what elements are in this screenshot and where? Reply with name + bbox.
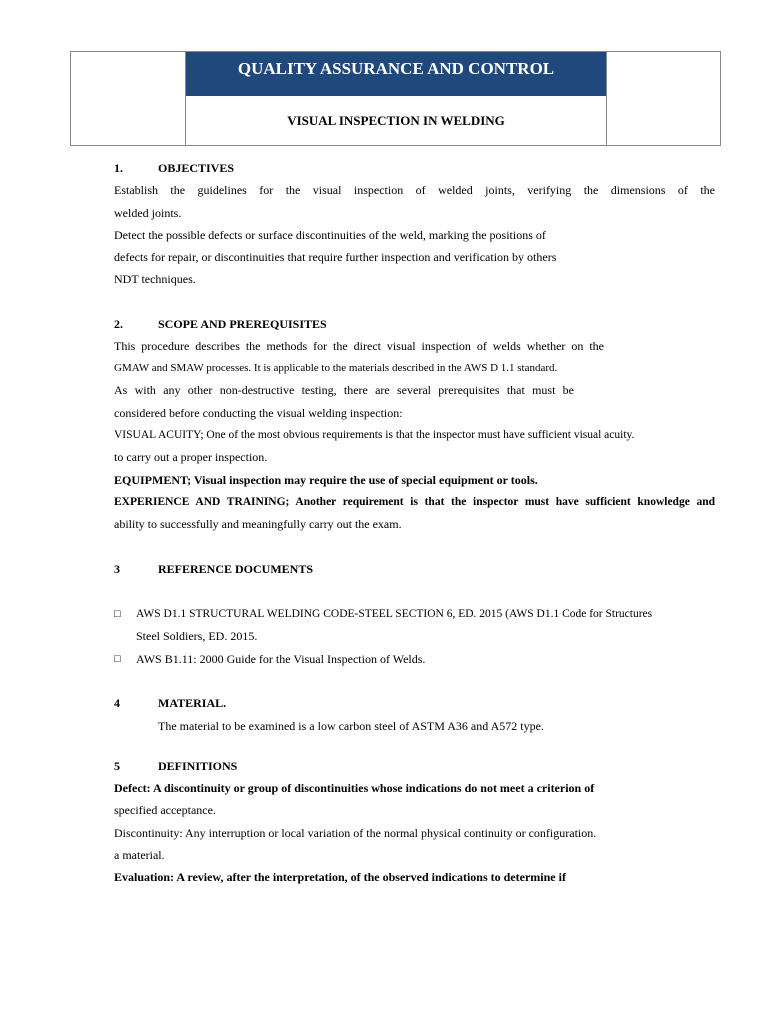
paragraph-line: Establish the guidelines for the visual inspection of welded joints, verifying the dimensions of the [114, 183, 715, 197]
section-3-heading: REFERENCE DOCUMENTS [158, 562, 314, 576]
paragraph-line: to carry out a proper inspection. [114, 450, 268, 464]
paragraph-line: considered before conducting the visual welding inspection: [114, 406, 403, 420]
section-3-number: 3 [114, 562, 120, 576]
paragraph-line: defects for repair, or discontinuities that require further inspection and verification by others [114, 250, 557, 264]
section-5-heading: DEFINITIONS [158, 759, 238, 773]
paragraph-line: a material. [114, 848, 165, 862]
paragraph-line: Detect the possible defects or surface discontinuities of the weld, marking the positions of [114, 228, 546, 242]
paragraph-line: Defect: A discontinuity or group of discontinuities whose indications do not meet a criterion of [114, 781, 595, 795]
paragraph-line: Evaluation: A review, after the interpretation, of the observed indications to determine if [114, 870, 566, 884]
paragraph-line: VISUAL ACUITY; One of the most obvious requirements is that the inspector must have sufficient visual acuity. [114, 429, 635, 441]
paragraph-line: NDT techniques. [114, 272, 196, 286]
bullet-icon: □ [114, 653, 121, 665]
bullet-icon: □ [114, 608, 121, 620]
document-title: QUALITY ASSURANCE AND CONTROL [186, 52, 606, 96]
paragraph-line: welded joints. [114, 206, 182, 220]
header-table [70, 51, 721, 146]
paragraph-line: This procedure describes the methods for the direct visual inspection of welds whether on the [114, 339, 604, 353]
section-4-number: 4 [114, 696, 120, 710]
paragraph-line: EQUIPMENT; Visual inspection may require the use of special equipment or tools. [114, 473, 538, 487]
section-2-number: 2. [114, 317, 123, 331]
section-5-number: 5 [114, 759, 120, 773]
reference-item: AWS D1.1 STRUCTURAL WELDING CODE-STEEL SECTION 6, ED. 2015 (AWS D1.1 Code for Structures [136, 608, 653, 620]
section-1-heading: OBJECTIVES [158, 161, 235, 175]
section-1-number: 1. [114, 161, 123, 175]
reference-item: Steel Soldiers, ED. 2015. [136, 629, 258, 643]
paragraph-line: Discontinuity: Any interruption or local variation of the normal physical continuity or configuration. [114, 826, 597, 840]
paragraph-line: GMAW and SMAW processes. It is applicable to the materials described in the AWS D 1.1 standard. [114, 362, 558, 374]
paragraph-line: ability to successfully and meaningfully carry out the exam. [114, 517, 402, 531]
section-4-heading: MATERIAL. [158, 696, 227, 710]
header-right-cell [606, 52, 721, 145]
reference-item: AWS B1.11: 2000 Guide for the Visual Inspection of Welds. [136, 652, 426, 666]
header-left-cell [71, 52, 186, 145]
section-2-heading: SCOPE AND PREREQUISITES [158, 317, 327, 331]
paragraph-line: EXPERIENCE AND TRAINING; Another requirement is that the inspector must have sufficient knowledge and [114, 496, 715, 508]
document-subtitle: VISUAL INSPECTION IN WELDING [287, 113, 505, 128]
paragraph-line: As with any other non-destructive testing, there are several prerequisites that must be [114, 383, 574, 397]
paragraph-line: specified acceptance. [114, 803, 216, 817]
paragraph-line: The material to be examined is a low carbon steel of ASTM A36 and A572 type. [158, 719, 544, 733]
